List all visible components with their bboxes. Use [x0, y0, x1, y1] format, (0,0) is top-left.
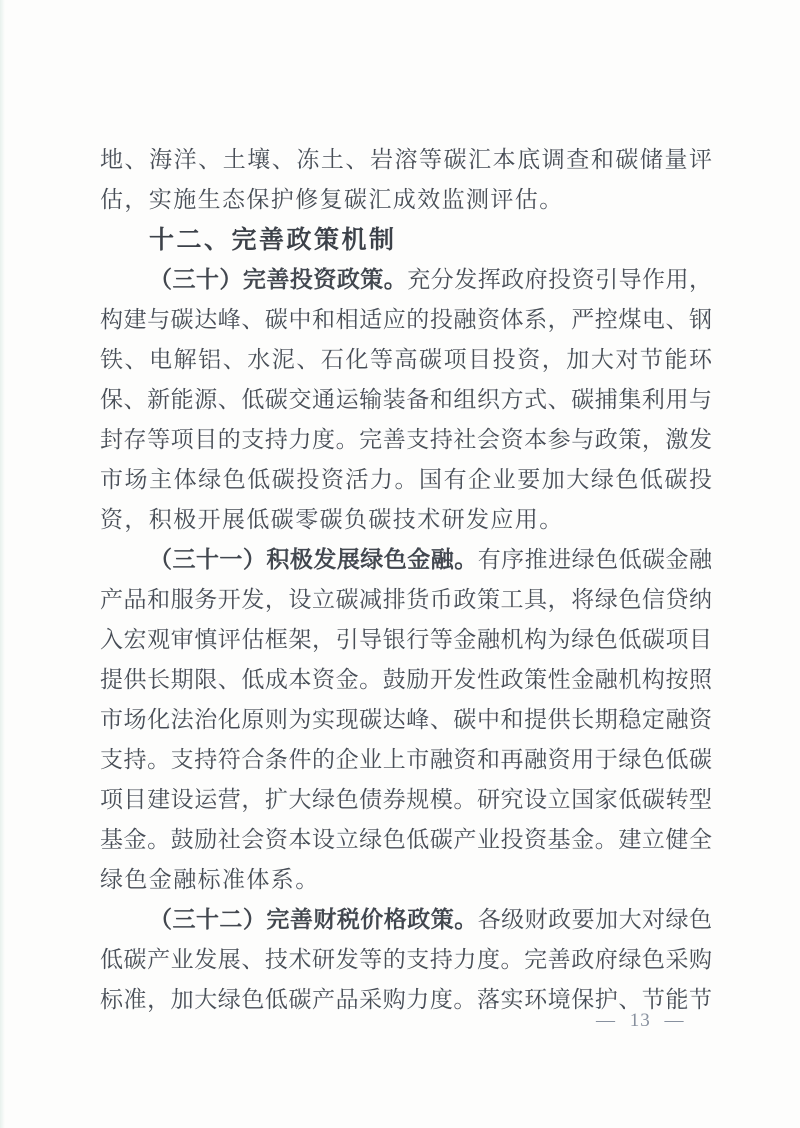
- paragraph-text: 充分发挥政府投资引导作用，: [407, 267, 712, 292]
- text-line: 入宏观审慎评估框架，引导银行等金融机构为绿色低碳项目: [100, 627, 712, 652]
- paragraph-lead: （三十）完善投资政策。: [149, 267, 408, 292]
- text-line: 提供长期限、低成本资金。鼓励开发性政策性金融机构按照: [100, 667, 712, 692]
- text-line: 市场化法治化原则为实现碳达峰、碳中和提供长期稳定融资: [100, 707, 712, 732]
- text-line: 绿色金融标准体系。: [100, 867, 320, 892]
- paragraph-lead: （三十二）完善财税价格政策。: [149, 907, 478, 932]
- text-line: 项目建设运营，扩大绿色债券规模。研究设立国家低碳转型: [100, 787, 712, 812]
- text-line: 构建与碳达峰、碳中和相适应的投融资体系，严控煤电、钢: [100, 307, 712, 332]
- text-line: 保、新能源、低碳交通运输装备和组织方式、碳捕集利用与: [100, 387, 712, 412]
- text-line: 标准，加大绿色低碳产品采购力度。落实环境保护、节能节: [100, 987, 712, 1012]
- paragraph-start-line: [100, 540, 712, 580]
- text-line: 产品和服务开发，设立碳减排货币政策工具，将绿色信贷纳: [100, 587, 712, 612]
- text-line: 地、海洋、土壤、冻土、岩溶等碳汇本底调查和碳储量评: [100, 147, 712, 172]
- text-line: 资，积极开展低碳零碳负碳技术研发应用。: [100, 507, 564, 532]
- paragraph-start-line: [100, 260, 712, 300]
- paragraph-text: 有序推进绿色低碳金融: [477, 547, 712, 572]
- document-body: [100, 140, 712, 1020]
- paragraph-start-line: [100, 900, 712, 940]
- text-line: 估，实施生态保护修复碳汇成效监测评估。: [100, 187, 564, 212]
- page-number: — 13 —: [596, 1010, 685, 1031]
- text-line: 封存等项目的支持力度。完善支持社会资本参与政策，激发: [100, 427, 712, 452]
- paragraph-text: 各级财政要加大对绿色: [477, 907, 712, 932]
- section-heading: 十二、完善政策机制: [149, 226, 397, 254]
- text-line: 市场主体绿色低碳投资活力。国有企业要加大绿色低碳投: [100, 467, 712, 492]
- paragraph-lead: （三十一）积极发展绿色金融。: [149, 547, 478, 572]
- text-line: 铁、电解铝、水泥、石化等高碳项目投资，加大对节能环: [100, 347, 712, 372]
- text-line: 基金。鼓励社会资本设立绿色低碳产业投资基金。建立健全: [100, 827, 712, 852]
- text-line: 支持。支持符合条件的企业上市融资和再融资用于绿色低碳: [100, 747, 712, 772]
- text-line: 低碳产业发展、技术研发等的支持力度。完善政府绿色采购: [100, 947, 712, 972]
- scan-edge-artifact: [0, 0, 5, 1128]
